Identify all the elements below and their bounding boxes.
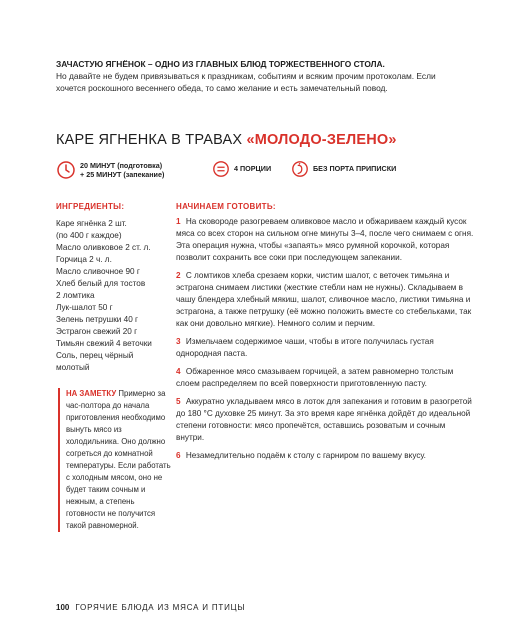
ingredient-item: Лук-шалот 50 г (56, 303, 113, 312)
steps-list (176, 216, 474, 468)
ingredient-item: Зелень петрушки 40 г (56, 315, 139, 324)
intro-paragraph (56, 58, 466, 94)
step-text: Аккуратно укладываем мясо в лоток для запекания и готовим в разогретой до 180 °С духовке 25 минут. За это время каре ягнёнка дойдёт до идеальной степени готовности: мясо пропечётся, оставшись розоватым и сочным внутри. (176, 397, 472, 442)
step-text: Незамедлительно подаём к столу с гарниром по вашему вкусу. (185, 451, 426, 460)
step-text: Обжаренное мясо смазываем горчицей, а затем равномерно толстым слоем распределяем по всей поверхности приготовленную пасту. (176, 367, 454, 388)
recipe-title (56, 132, 476, 148)
ingredient-item: (по 400 г каждое) (56, 231, 122, 240)
note-box (58, 388, 172, 532)
intro-text: Но давайте не будем привязываться к праздникам, событиям и всяким прочим протоколам. Если хочется роскошного весеннего обеда, то само желание и есть замечательный повод. (56, 71, 436, 93)
clock-icon (56, 160, 76, 180)
step-item (176, 216, 474, 264)
step-number: 2 (176, 271, 181, 280)
step-text: Измельчаем содержимое чаши, чтобы в итоге получилась густая однородная паста. (176, 337, 434, 358)
page-number: 100 (56, 603, 70, 612)
step-item (176, 366, 474, 390)
time-info (56, 160, 164, 180)
ingredient-item: Каре ягнёнка 2 шт. (56, 219, 127, 228)
portions-info (212, 160, 271, 178)
step-number: 1 (176, 217, 181, 226)
ingredient-item: Масло оливковое 2 ст. л. (56, 243, 151, 252)
step-number: 4 (176, 367, 181, 376)
portions-icon (212, 160, 230, 178)
time-prep: 20 МИНУТ (подготовка) (80, 160, 163, 170)
ingredient-item: Соль, перец чёрный (56, 351, 134, 360)
spice-label: БЕЗ ПОРТА ПРИПИСКИ (313, 164, 397, 174)
step-text: С ломтиков хлеба срезаем корки, чистим шалот, с веточек тимьяна и эстрагона снимаем листики (жесткие стебли нам не нужны). Складываем в чашу блендера хлебный мякиш, шалот, сливочное масло, листики тимьяна и эстрагона, а также петрушку (её можно положить вместе со стебельками, так как они довольно мягкие). Немного солим и перчим. (176, 271, 472, 328)
time-bake: + 25 МИНУТ (запекание) (80, 170, 165, 179)
ingredient-item: Хлеб белый для тостов (56, 279, 146, 288)
ingredient-item: Горчица 2 ч. л. (56, 255, 112, 264)
ingredient-item: Масло сливочное 90 г (56, 267, 140, 276)
ingredients-heading: ИНГРЕДИЕНТЫ: (56, 202, 125, 211)
step-item (176, 396, 474, 444)
step-number: 3 (176, 337, 181, 346)
spice-info (291, 160, 396, 178)
note-text: Примерно за час-полтора до начала приготовления необходимо вынуть мясо из холодильника. Оно должно согреться до комнатной температуры. Если работать с холодным мясом, оно не будет таким сочным и нежным, а степень готовности не получится такой равномерной. (66, 389, 171, 530)
ingredients-list (56, 218, 170, 374)
step-item (176, 450, 474, 462)
ingredient-item: Тимьян свежий 4 веточки (56, 339, 152, 348)
ingredient-item: молотый (56, 363, 90, 372)
step-number: 5 (176, 397, 181, 406)
recipe-title-quote: «МОЛОДО-ЗЕЛЕНО» (246, 132, 397, 148)
ingredient-item: 2 ломтика (56, 291, 95, 300)
note-label: НА ЗАМЕТКУ (66, 389, 117, 398)
step-text: На сковороде разогреваем оливковое масло и обжариваем каждый кусок мяса со всех сторон на сильном огне минуты 3–4, после чего снимаем с огня. Эта операция нужна, чтобы «запаять» мясо румяной корочкой, которая позволит сохранить все соки при последующем запекании. (176, 217, 474, 262)
portions-label: 4 ПОРЦИИ (234, 164, 272, 174)
page-footer (56, 603, 245, 612)
pepper-icon (291, 160, 309, 178)
steps-heading: НАЧИНАЕМ ГОТОВИТЬ: (176, 202, 276, 211)
step-item (176, 270, 474, 330)
intro-lead: ЗАЧАСТУЮ ЯГНЁНОК – ОДНО ИЗ ГЛАВНЫХ БЛЮД ТОРЖЕСТВЕННОГО СТОЛА. (56, 59, 385, 69)
step-number: 6 (176, 451, 181, 460)
section-title: ГОРЯЧИЕ БЛЮДА ИЗ МЯСА И ПТИЦЫ (75, 603, 246, 612)
step-item (176, 336, 474, 360)
ingredient-item: Эстрагон свежий 20 г (56, 327, 138, 336)
recipe-title-plain: КАРЕ ЯГНЕНКА В ТРАВАХ (56, 132, 247, 148)
